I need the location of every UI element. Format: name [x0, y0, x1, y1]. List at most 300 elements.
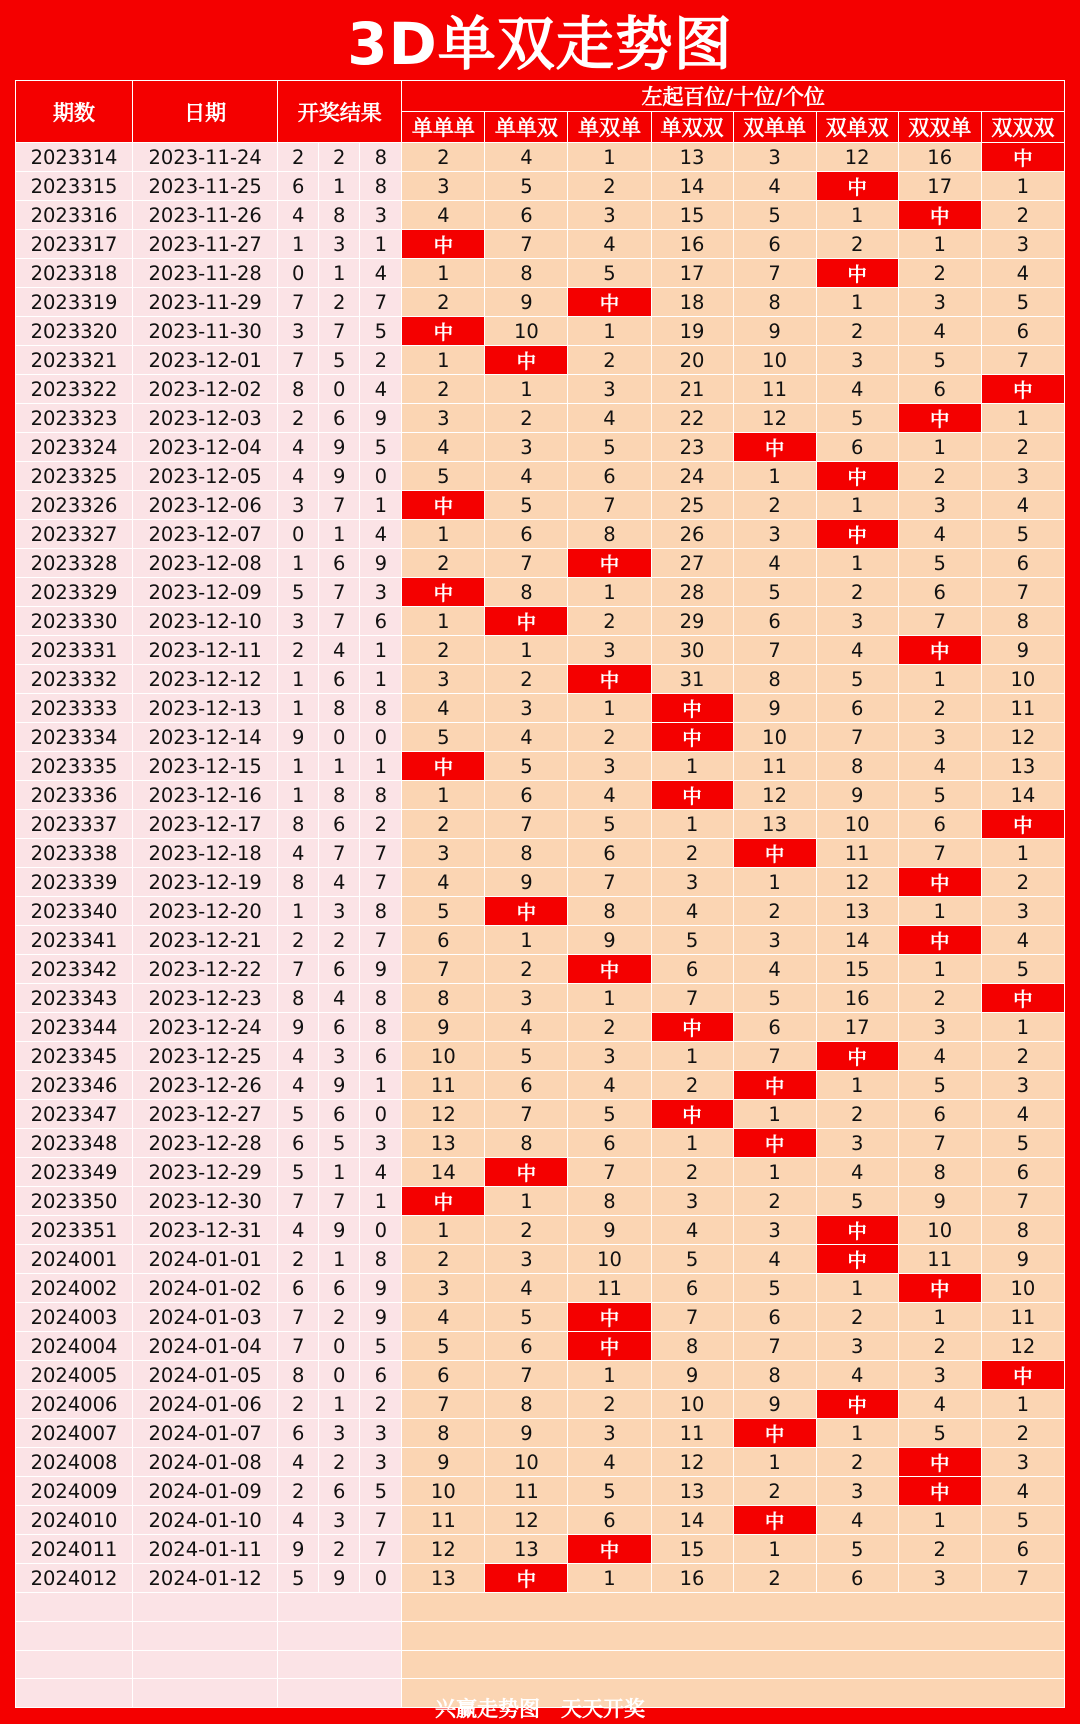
table-row	[16, 1361, 1065, 1390]
miss-count-cell: 2	[898, 1332, 981, 1361]
table-row	[16, 1100, 1065, 1129]
miss-count-cell: 2	[733, 1564, 816, 1593]
table-row	[16, 897, 1065, 926]
issue-cell: 2024011	[16, 1535, 133, 1564]
digit-cell: 1	[278, 897, 319, 926]
table-row	[16, 520, 1065, 549]
digit-cell: 9	[360, 955, 402, 984]
miss-count-cell: 2	[733, 1187, 816, 1216]
miss-count-cell: 1	[651, 752, 733, 781]
miss-count-cell: 6	[485, 1332, 568, 1361]
miss-count-cell: 2	[568, 1390, 651, 1419]
miss-count-cell: 6	[981, 1158, 1064, 1187]
miss-count-cell: 6	[485, 201, 568, 230]
miss-count-cell: 11	[402, 1506, 485, 1535]
digit-cell: 2	[319, 143, 360, 172]
digit-cell: 0	[278, 259, 319, 288]
date-cell: 2023-12-03	[133, 404, 278, 433]
issue-cell: 2023340	[16, 897, 133, 926]
miss-count-cell: 6	[898, 810, 981, 839]
miss-count-cell: 2	[733, 897, 816, 926]
digit-cell: 1	[278, 230, 319, 259]
digit-cell: 9	[278, 723, 319, 752]
digit-cell: 2	[319, 1535, 360, 1564]
miss-count-cell: 5	[898, 549, 981, 578]
miss-count-cell: 2	[816, 1448, 898, 1477]
miss-count-cell: 6	[402, 926, 485, 955]
table-row	[16, 346, 1065, 375]
miss-count-cell: 9	[816, 781, 898, 810]
digit-cell: 0	[360, 462, 402, 491]
table-row	[16, 955, 1065, 984]
digit-cell: 7	[278, 1187, 319, 1216]
digit-cell: 3	[360, 1419, 402, 1448]
issue-cell: 2024012	[16, 1564, 133, 1593]
miss-count-cell: 4	[485, 1013, 568, 1042]
digit-cell: 2	[360, 810, 402, 839]
miss-count-cell: 5	[568, 810, 651, 839]
miss-count-cell: 3	[733, 1216, 816, 1245]
miss-count-cell: 5	[402, 897, 485, 926]
miss-count-cell: 5	[981, 955, 1064, 984]
miss-count-cell: 16	[816, 984, 898, 1013]
miss-count-cell: 9	[402, 1448, 485, 1477]
hit-cell: 中	[485, 1564, 568, 1593]
hit-cell: 中	[898, 1477, 981, 1506]
pattern-header: 单单双	[485, 112, 568, 143]
digit-cell: 4	[278, 433, 319, 462]
miss-count-cell: 1	[898, 433, 981, 462]
miss-count-cell: 7	[402, 1390, 485, 1419]
miss-count-cell: 10	[733, 346, 816, 375]
miss-count-cell: 26	[651, 520, 733, 549]
miss-count-cell: 8	[651, 1332, 733, 1361]
digit-cell: 4	[278, 839, 319, 868]
miss-count-cell: 12	[981, 723, 1064, 752]
digit-cell: 1	[319, 1158, 360, 1187]
miss-count-cell: 2	[816, 1100, 898, 1129]
date-cell: 2023-12-14	[133, 723, 278, 752]
miss-count-cell: 3	[485, 694, 568, 723]
miss-count-cell: 7	[816, 723, 898, 752]
digit-cell: 7	[319, 578, 360, 607]
digit-cell: 9	[278, 1013, 319, 1042]
miss-count-cell: 3	[402, 839, 485, 868]
empty-cell	[402, 1621, 1065, 1650]
pattern-header: 单双双	[651, 112, 733, 143]
miss-count-cell: 3	[816, 346, 898, 375]
date-cell: 2023-12-17	[133, 810, 278, 839]
pattern-header: 单双单	[568, 112, 651, 143]
miss-count-cell: 8	[568, 897, 651, 926]
pattern-header: 单单单	[402, 112, 485, 143]
miss-count-cell: 4	[981, 1477, 1064, 1506]
miss-count-cell: 2	[981, 868, 1064, 897]
table-row	[16, 1332, 1065, 1361]
miss-count-cell: 1	[816, 1071, 898, 1100]
issue-cell: 2024006	[16, 1390, 133, 1419]
miss-count-cell: 8	[981, 607, 1064, 636]
hit-cell: 中	[816, 1390, 898, 1419]
table-row	[16, 723, 1065, 752]
miss-count-cell: 4	[898, 1390, 981, 1419]
date-cell: 2023-12-26	[133, 1071, 278, 1100]
miss-count-cell: 7	[733, 1042, 816, 1071]
miss-count-cell: 4	[816, 1361, 898, 1390]
empty-row	[16, 1593, 1065, 1622]
miss-count-cell: 2	[485, 1216, 568, 1245]
digit-cell: 5	[278, 1564, 319, 1593]
table-row	[16, 1187, 1065, 1216]
miss-count-cell: 1	[898, 1506, 981, 1535]
digit-cell: 1	[360, 752, 402, 781]
hit-cell: 中	[816, 520, 898, 549]
miss-count-cell: 7	[733, 1332, 816, 1361]
miss-count-cell: 2	[402, 375, 485, 404]
hit-cell: 中	[816, 1245, 898, 1274]
miss-count-cell: 4	[568, 404, 651, 433]
table-row	[16, 288, 1065, 317]
miss-count-cell: 17	[898, 172, 981, 201]
miss-count-cell: 3	[402, 665, 485, 694]
digit-cell: 9	[360, 1303, 402, 1332]
hit-cell: 中	[568, 1535, 651, 1564]
digit-cell: 6	[278, 1274, 319, 1303]
miss-count-cell: 30	[651, 636, 733, 665]
miss-count-cell: 3	[898, 288, 981, 317]
miss-count-cell: 6	[485, 1071, 568, 1100]
miss-count-cell: 6	[981, 1535, 1064, 1564]
date-cell: 2023-12-09	[133, 578, 278, 607]
digit-cell: 8	[278, 984, 319, 1013]
table-row	[16, 984, 1065, 1013]
miss-count-cell: 7	[733, 636, 816, 665]
miss-count-cell: 2	[733, 491, 816, 520]
table-header	[16, 81, 1065, 143]
miss-count-cell: 2	[733, 1477, 816, 1506]
hit-cell: 中	[568, 955, 651, 984]
hit-cell: 中	[402, 752, 485, 781]
issue-cell: 2023318	[16, 259, 133, 288]
digit-cell: 1	[319, 1245, 360, 1274]
digit-cell: 2	[278, 404, 319, 433]
miss-count-cell: 4	[981, 259, 1064, 288]
miss-count-cell: 7	[485, 549, 568, 578]
digit-cell: 1	[278, 694, 319, 723]
table-row	[16, 230, 1065, 259]
miss-count-cell: 2	[402, 1245, 485, 1274]
miss-count-cell: 9	[651, 1361, 733, 1390]
table-row	[16, 1564, 1065, 1593]
digit-cell: 7	[278, 288, 319, 317]
hit-cell: 中	[898, 1274, 981, 1303]
miss-count-cell: 11	[733, 375, 816, 404]
digit-cell: 1	[360, 1187, 402, 1216]
miss-count-cell: 2	[651, 1071, 733, 1100]
miss-count-cell: 8	[981, 1216, 1064, 1245]
digit-cell: 8	[319, 201, 360, 230]
miss-count-cell: 7	[981, 346, 1064, 375]
miss-count-cell: 12	[981, 1332, 1064, 1361]
digit-cell: 5	[360, 1332, 402, 1361]
digit-cell: 6	[360, 1361, 402, 1390]
date-cell: 2024-01-04	[133, 1332, 278, 1361]
issue-cell: 2023343	[16, 984, 133, 1013]
miss-count-cell: 5	[898, 1419, 981, 1448]
date-cell: 2023-12-01	[133, 346, 278, 375]
miss-count-cell: 10	[981, 1274, 1064, 1303]
miss-count-cell: 4	[816, 1158, 898, 1187]
miss-count-cell: 2	[402, 549, 485, 578]
issue-cell: 2023348	[16, 1129, 133, 1158]
empty-row	[16, 1650, 1065, 1679]
hit-cell: 中	[816, 1216, 898, 1245]
empty-cell	[16, 1650, 133, 1679]
digit-cell: 3	[360, 1448, 402, 1477]
miss-count-cell: 1	[981, 172, 1064, 201]
miss-count-cell: 1	[568, 317, 651, 346]
hit-cell: 中	[733, 433, 816, 462]
table-row	[16, 578, 1065, 607]
miss-count-cell: 4	[402, 433, 485, 462]
date-cell: 2023-11-24	[133, 143, 278, 172]
miss-count-cell: 1	[485, 636, 568, 665]
hit-cell: 中	[981, 1361, 1064, 1390]
miss-count-cell: 27	[651, 549, 733, 578]
miss-count-cell: 15	[651, 201, 733, 230]
miss-count-cell: 2	[568, 723, 651, 752]
miss-count-cell: 11	[733, 752, 816, 781]
miss-count-cell: 5	[568, 259, 651, 288]
miss-count-cell: 2	[898, 259, 981, 288]
digit-cell: 1	[360, 230, 402, 259]
digit-cell: 8	[278, 810, 319, 839]
digit-cell: 7	[319, 607, 360, 636]
table-row	[16, 1303, 1065, 1332]
date-cell: 2023-12-18	[133, 839, 278, 868]
hit-cell: 中	[402, 491, 485, 520]
pattern-header: 双单双	[816, 112, 898, 143]
digit-cell: 4	[319, 868, 360, 897]
miss-count-cell: 2	[402, 143, 485, 172]
digit-cell: 4	[360, 520, 402, 549]
issue-cell: 2023346	[16, 1071, 133, 1100]
table-body	[16, 143, 1065, 1708]
empty-cell	[278, 1593, 402, 1622]
miss-count-cell: 12	[402, 1100, 485, 1129]
digit-cell: 8	[360, 172, 402, 201]
issue-cell: 2023323	[16, 404, 133, 433]
miss-count-cell: 4	[402, 201, 485, 230]
table-row	[16, 1506, 1065, 1535]
miss-count-cell: 3	[402, 404, 485, 433]
miss-count-cell: 1	[402, 346, 485, 375]
miss-count-cell: 9	[485, 868, 568, 897]
empty-cell	[133, 1593, 278, 1622]
miss-count-cell: 6	[651, 1274, 733, 1303]
miss-count-cell: 16	[898, 143, 981, 172]
issue-cell: 2023326	[16, 491, 133, 520]
miss-count-cell: 5	[733, 201, 816, 230]
digit-cell: 9	[360, 1274, 402, 1303]
miss-count-cell: 3	[981, 1071, 1064, 1100]
digit-cell: 6	[319, 665, 360, 694]
miss-count-cell: 7	[651, 984, 733, 1013]
miss-count-cell: 1	[651, 1042, 733, 1071]
miss-count-cell: 5	[402, 1332, 485, 1361]
miss-count-cell: 2	[485, 955, 568, 984]
issue-cell: 2023315	[16, 172, 133, 201]
issue-cell: 2023335	[16, 752, 133, 781]
hit-cell: 中	[898, 636, 981, 665]
miss-count-cell: 11	[898, 1245, 981, 1274]
miss-count-cell: 8	[485, 1129, 568, 1158]
digit-cell: 3	[319, 230, 360, 259]
hit-cell: 中	[402, 317, 485, 346]
issue-cell: 2023334	[16, 723, 133, 752]
trend-table	[15, 80, 1065, 1708]
digit-cell: 9	[319, 462, 360, 491]
miss-count-cell: 9	[733, 694, 816, 723]
empty-cell	[16, 1593, 133, 1622]
miss-count-cell: 7	[898, 607, 981, 636]
hit-cell: 中	[402, 230, 485, 259]
issue-cell: 2023342	[16, 955, 133, 984]
date-cell: 2023-12-21	[133, 926, 278, 955]
digit-cell: 4	[278, 1042, 319, 1071]
miss-count-cell: 8	[568, 520, 651, 549]
hit-cell: 中	[568, 288, 651, 317]
date-cell: 2024-01-09	[133, 1477, 278, 1506]
miss-count-cell: 10	[816, 810, 898, 839]
digit-cell: 3	[319, 1419, 360, 1448]
issue-cell: 2023320	[16, 317, 133, 346]
miss-count-cell: 8	[485, 259, 568, 288]
issue-cell: 2023319	[16, 288, 133, 317]
miss-count-cell: 17	[816, 1013, 898, 1042]
miss-count-cell: 11	[568, 1274, 651, 1303]
hit-cell: 中	[733, 1129, 816, 1158]
digit-cell: 9	[360, 549, 402, 578]
digit-cell: 1	[278, 752, 319, 781]
digit-cell: 7	[360, 839, 402, 868]
miss-count-cell: 7	[485, 1100, 568, 1129]
miss-count-cell: 6	[816, 433, 898, 462]
table-row	[16, 1390, 1065, 1419]
miss-count-cell: 4	[485, 723, 568, 752]
miss-count-cell: 22	[651, 404, 733, 433]
digit-cell: 8	[360, 694, 402, 723]
digit-cell: 1	[319, 520, 360, 549]
miss-count-cell: 3	[898, 1564, 981, 1593]
hit-cell: 中	[981, 984, 1064, 1013]
miss-count-cell: 1	[568, 1361, 651, 1390]
miss-count-cell: 1	[568, 1564, 651, 1593]
miss-count-cell: 6	[733, 607, 816, 636]
hit-cell: 中	[733, 1506, 816, 1535]
miss-count-cell: 5	[898, 781, 981, 810]
miss-count-cell: 3	[568, 752, 651, 781]
miss-count-cell: 1	[733, 868, 816, 897]
issue-cell: 2023321	[16, 346, 133, 375]
miss-count-cell: 3	[898, 723, 981, 752]
date-cell: 2023-12-07	[133, 520, 278, 549]
empty-cell	[278, 1621, 402, 1650]
miss-count-cell: 1	[485, 1187, 568, 1216]
miss-count-cell: 15	[816, 955, 898, 984]
digit-cell: 0	[360, 723, 402, 752]
issue-cell: 2023350	[16, 1187, 133, 1216]
hit-cell: 中	[568, 665, 651, 694]
miss-count-cell: 23	[651, 433, 733, 462]
table-row	[16, 491, 1065, 520]
date-cell: 2023-12-13	[133, 694, 278, 723]
miss-count-cell: 5	[485, 1303, 568, 1332]
miss-count-cell: 9	[568, 1216, 651, 1245]
digit-cell: 3	[278, 317, 319, 346]
issue-cell: 2023337	[16, 810, 133, 839]
miss-count-cell: 1	[568, 578, 651, 607]
miss-count-cell: 7	[568, 868, 651, 897]
miss-count-cell: 5	[816, 665, 898, 694]
issue-cell: 2023338	[16, 839, 133, 868]
miss-count-cell: 15	[651, 1535, 733, 1564]
digit-cell: 0	[319, 723, 360, 752]
digit-cell: 9	[319, 1071, 360, 1100]
miss-count-cell: 4	[898, 1042, 981, 1071]
table-row	[16, 201, 1065, 230]
miss-count-cell: 5	[898, 346, 981, 375]
issue-cell: 2023325	[16, 462, 133, 491]
digit-cell: 7	[319, 317, 360, 346]
digit-cell: 8	[319, 694, 360, 723]
miss-count-cell: 9	[485, 1419, 568, 1448]
digit-cell: 7	[360, 868, 402, 897]
miss-count-cell: 1	[981, 1013, 1064, 1042]
miss-count-cell: 4	[402, 694, 485, 723]
issue-cell: 2024004	[16, 1332, 133, 1361]
table-row	[16, 1477, 1065, 1506]
date-cell: 2023-12-22	[133, 955, 278, 984]
miss-count-cell: 5	[981, 1506, 1064, 1535]
digit-cell: 4	[278, 201, 319, 230]
miss-count-cell: 5	[981, 520, 1064, 549]
miss-count-cell: 2	[402, 810, 485, 839]
digit-cell: 2	[278, 1477, 319, 1506]
issue-cell: 2024001	[16, 1245, 133, 1274]
issue-cell: 2023316	[16, 201, 133, 230]
date-cell: 2023-12-25	[133, 1042, 278, 1071]
miss-count-cell: 6	[568, 1506, 651, 1535]
digit-cell: 4	[278, 1071, 319, 1100]
miss-count-cell: 2	[898, 694, 981, 723]
date-header: 日期	[133, 81, 278, 143]
digit-cell: 8	[360, 1013, 402, 1042]
miss-count-cell: 4	[402, 868, 485, 897]
issue-cell: 2023341	[16, 926, 133, 955]
hit-cell: 中	[898, 201, 981, 230]
digit-cell: 4	[278, 1216, 319, 1245]
digit-cell: 2	[319, 1448, 360, 1477]
miss-count-cell: 4	[816, 1506, 898, 1535]
date-cell: 2023-12-24	[133, 1013, 278, 1042]
miss-count-cell: 4	[981, 926, 1064, 955]
table-row	[16, 636, 1065, 665]
digit-cell: 4	[319, 984, 360, 1013]
miss-count-cell: 6	[898, 375, 981, 404]
digit-cell: 7	[319, 1187, 360, 1216]
date-cell: 2024-01-12	[133, 1564, 278, 1593]
